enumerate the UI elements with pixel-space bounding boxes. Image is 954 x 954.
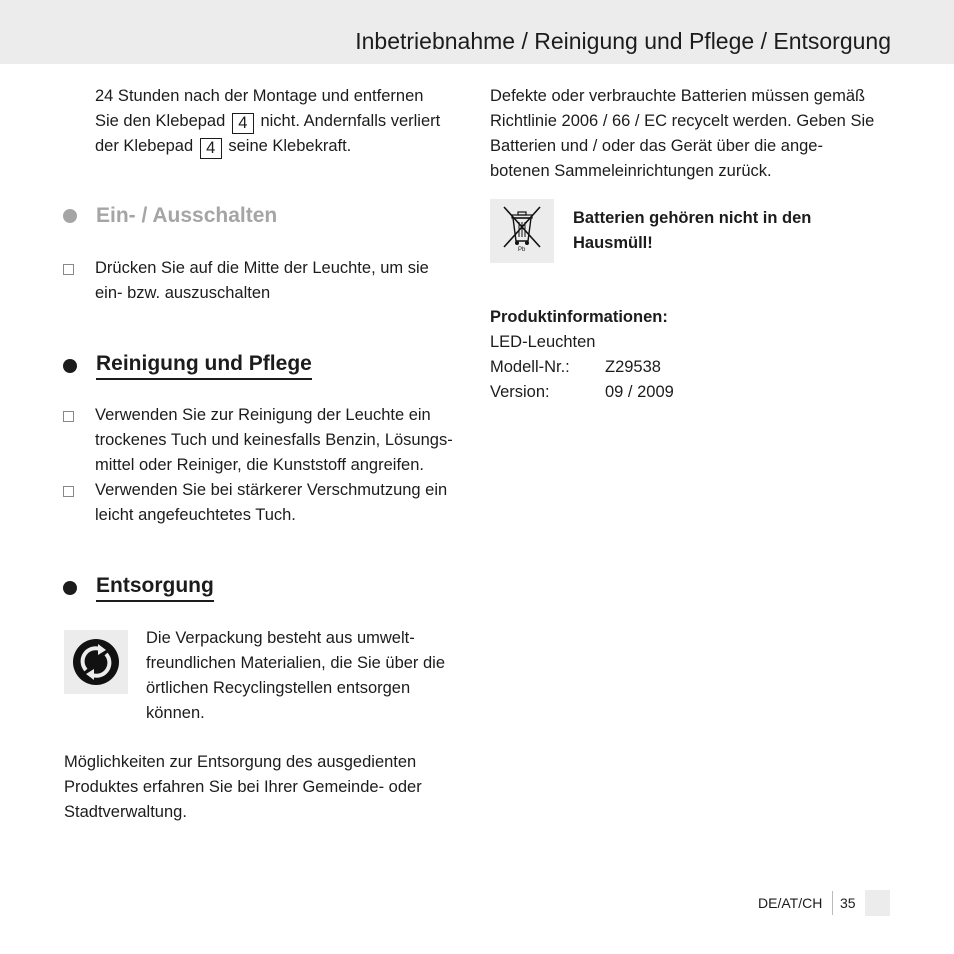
part-reference-4: 4 — [232, 113, 254, 134]
part-reference-4: 4 — [200, 138, 222, 159]
intro-line-2b: nicht. Andernfalls verliert — [260, 112, 441, 130]
checkbox-bullet-icon — [63, 486, 74, 497]
switch-heading — [63, 203, 277, 229]
cleaning-heading-text: Reinigung und Pflege — [96, 351, 312, 380]
page-tab-marker — [865, 890, 890, 916]
page-title: Inbetriebnahme / Reinigung und Pflege / Entsorgung — [355, 28, 891, 54]
checkbox-bullet-icon — [63, 264, 74, 275]
battery-directive-text: Defekte oder verbrauchte Batterien müssen gemäß Richtlinie 2006 / 66 / EC recycelt werden. Geben Sie Batterien und / oder das Gerät über die ange- botenen Sammeleinrichtungen zurück. — [490, 87, 875, 180]
intro-line-3a: der Klebepad — [95, 137, 194, 155]
cleaning-instruction-2: Verwenden Sie bei stärkerer Verschmutzung ein leicht angefeuchtetes Tuch. — [95, 481, 448, 524]
disposal-heading — [63, 573, 214, 602]
cleaning-heading — [63, 351, 312, 380]
footer-country-codes: DE/AT/CH — [758, 895, 823, 911]
model-value: Z29538 — [605, 358, 661, 376]
footer-divider — [832, 891, 833, 915]
green-dot-recycling-icon — [64, 630, 128, 694]
packaging-text: Die Verpackung besteht aus umwelt- freundlichen Materialien, die Sie über die örtlichen Recyclingstellen entsorgen können. — [146, 629, 446, 722]
intro-paragraph — [95, 84, 465, 159]
page-number: 35 — [840, 895, 856, 911]
intro-line-3b: seine Klebekraft. — [228, 137, 352, 155]
product-info-title: Produktinformationen: — [490, 308, 668, 326]
bullet-dot-icon — [63, 209, 77, 223]
disposal-heading-text: Entsorgung — [96, 573, 214, 602]
switch-instruction: Drücken Sie auf die Mitte der Leuchte, um sie ein- bzw. auszuschalten — [95, 259, 429, 302]
crossed-out-bin-icon — [490, 199, 554, 263]
checkbox-bullet-icon — [63, 411, 74, 422]
bullet-dot-icon — [63, 581, 77, 595]
product-info — [490, 305, 885, 405]
model-label: Modell-Nr.: — [490, 358, 570, 376]
battery-warning: Batterien gehören nicht in den Hausmüll! — [573, 209, 812, 252]
model-row — [490, 355, 885, 380]
battery-icon-label: Pb — [518, 247, 526, 253]
version-row — [490, 380, 885, 405]
intro-line-1: 24 Stunden nach der Montage und entfernen — [95, 87, 424, 105]
product-name: LED-Leuchten — [490, 333, 596, 351]
intro-line-2a: Sie den Klebepad — [95, 112, 226, 130]
disposal-options-text: Möglichkeiten zur Entsorgung des ausgedienten Produktes erfahren Sie bei Ihrer Gemeinde- oder Stadtverwaltung. — [64, 753, 422, 821]
switch-heading-text: Ein- / Ausschalten — [96, 204, 278, 227]
version-value: 09 / 2009 — [605, 383, 674, 401]
cleaning-instruction-1: Verwenden Sie zur Reinigung der Leuchte ein trockenes Tuch und keinesfalls Benzin, Lösungs- mittel oder Reiniger, die Kunststoff angreifen. — [95, 406, 453, 474]
version-label: Version: — [490, 383, 550, 401]
bullet-dot-icon — [63, 359, 77, 373]
